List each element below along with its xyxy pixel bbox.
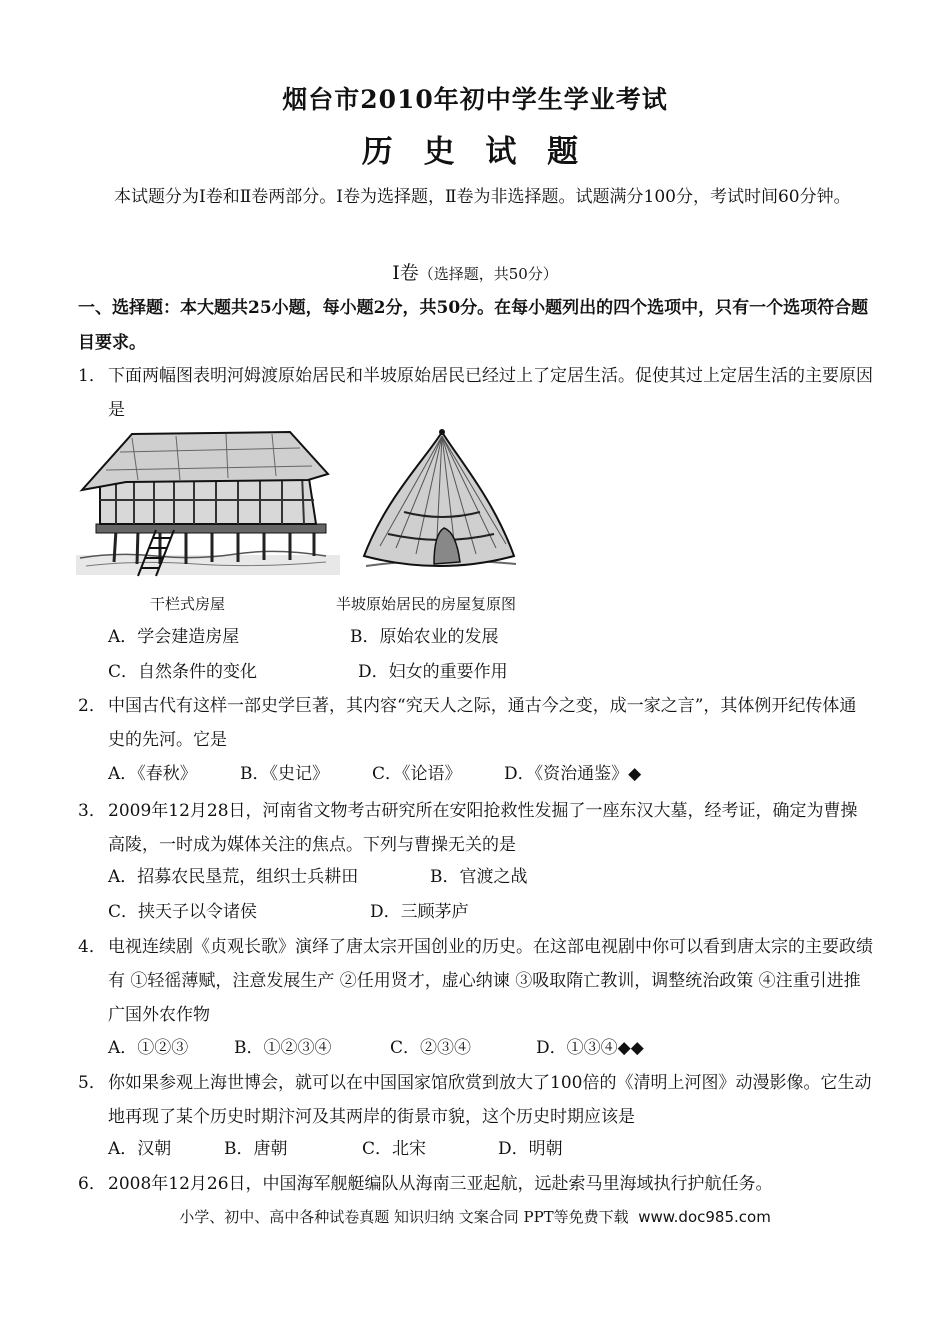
option-d[interactable]: D．①③④◆◆ bbox=[536, 1038, 644, 1058]
question-stem: 电视连续剧《贞观长歌》演绎了唐太宗开国创业的历史。在这部电视剧中你可以看到唐太宗的主要政绩有 ①轻徭薄赋，注意发展生产 ②任用贤才，虚心纳谏 ③吸取隋亡教训，调整统治政策 ④注重引进推广国外农作物 bbox=[108, 937, 873, 1025]
question-4 bbox=[78, 930, 873, 1032]
stilt-house-illustration bbox=[76, 430, 340, 580]
exam-title: 烟台市2010年初中学生学业考试 bbox=[282, 85, 668, 114]
option-d[interactable]: D．三顾茅庐 bbox=[370, 902, 469, 922]
exam-subject: 历 史 试 题 bbox=[361, 134, 589, 170]
option-c[interactable]: C．②③④ bbox=[390, 1038, 472, 1058]
option-d[interactable]: D．明朝 bbox=[498, 1139, 563, 1159]
volume-subtitle: （选择题，共50分） bbox=[418, 265, 558, 283]
figure-caption-banpo-hut: 半坡原始居民的房屋复原图 bbox=[336, 595, 517, 613]
option-c[interactable]: C．自然条件的变化 bbox=[108, 662, 258, 682]
option-a[interactable]: A．招募农民垦荒，组织士兵耕田 bbox=[108, 867, 359, 887]
question-number: 3． bbox=[78, 801, 106, 821]
option-b[interactable]: B．①②③④ bbox=[234, 1038, 332, 1058]
option-b[interactable]: B．原始农业的发展 bbox=[350, 627, 499, 647]
option-b[interactable]: B．官渡之战 bbox=[430, 867, 528, 887]
option-a[interactable]: A．学会建造房屋 bbox=[108, 627, 240, 647]
option-a[interactable]: A．①②③ bbox=[108, 1038, 189, 1058]
question-6 bbox=[78, 1167, 873, 1201]
question-4-options bbox=[108, 1031, 644, 1065]
question-5-options bbox=[108, 1132, 563, 1166]
option-b[interactable]: B．唐朝 bbox=[224, 1139, 288, 1159]
question-number: 6． bbox=[78, 1174, 106, 1194]
question-5 bbox=[78, 1066, 873, 1134]
option-c[interactable]: C．北宋 bbox=[362, 1139, 427, 1159]
question-stem: 中国古代有这样一部史学巨著，其内容“究天人之际，通古今之变，成一家之言”，其体例开纪传体通史的先河。它是 bbox=[108, 696, 857, 750]
question-stem: 你如果参观上海世博会，就可以在中国国家馆欣赏到放大了100倍的《清明上河图》动漫影像。它生动地再现了某个历史时期汴河及其两岸的街景市貌，这个历史时期应该是 bbox=[108, 1073, 872, 1127]
option-c[interactable]: C．挟天子以令诸侯 bbox=[108, 902, 258, 922]
option-d[interactable]: D．妇女的重要作用 bbox=[358, 662, 508, 682]
volume-label: Ⅰ卷 bbox=[392, 262, 419, 284]
footer-url[interactable]: www.doc985.com bbox=[638, 1208, 771, 1226]
question-1 bbox=[78, 359, 873, 427]
question-1-options-row-2 bbox=[108, 655, 508, 689]
question-number: 5． bbox=[78, 1073, 106, 1093]
question-3 bbox=[78, 794, 873, 862]
option-b[interactable]: B．《史记》 bbox=[240, 764, 329, 784]
question-3-options-row-2 bbox=[108, 895, 469, 929]
figure-caption-stilt-house: 干栏式房屋 bbox=[150, 595, 226, 613]
volume-heading bbox=[0, 258, 950, 285]
question-stem: 2009年12月28日，河南省文物考古研究所在安阳抢救性发掘了一座东汉大墓，经考证，确定为曹操高陵，一时成为媒体关注的焦点。下列与曹操无关的是 bbox=[108, 801, 858, 855]
question-stem: 下面两幅图表明河姆渡原始居民和半坡原始居民已经过上了定居生活。促使其过上定居生活的主要原因是 bbox=[108, 366, 873, 420]
page-footer bbox=[0, 1206, 950, 1227]
question-stem: 2008年12月26日，中国海军舰艇编队从海南三亚起航，远赴索马里海域执行护航任务。 bbox=[108, 1174, 773, 1194]
question-3-options-row-1 bbox=[108, 860, 528, 894]
footer-text: 小学、初中、高中各种试卷真题 知识归纳 文案合同 PPT等免费下载 bbox=[179, 1208, 629, 1226]
question-number: 1． bbox=[78, 366, 106, 386]
banpo-hut-illustration bbox=[356, 428, 522, 578]
option-a[interactable]: A．汉朝 bbox=[108, 1139, 172, 1159]
question-2 bbox=[78, 689, 873, 757]
option-d[interactable]: D．《资治通鉴》◆ bbox=[504, 764, 642, 784]
question-number: 4． bbox=[78, 937, 106, 957]
question-1-options-row-1 bbox=[108, 620, 499, 654]
question-2-options bbox=[108, 757, 641, 791]
question-number: 2． bbox=[78, 696, 106, 716]
exam-intro: 本试题分为Ⅰ卷和Ⅱ卷两部分。Ⅰ卷为选择题，Ⅱ卷为非选择题。试题满分100分，考试时间60分钟。 bbox=[114, 187, 851, 207]
option-a[interactable]: A．《春秋》 bbox=[108, 764, 197, 784]
section-heading: 一、选择题：本大题共25小题，每小题2分，共50分。在每小题列出的四个选项中，只有一个选项符合题目要求。 bbox=[78, 298, 869, 353]
option-c[interactable]: C．《论语》 bbox=[372, 764, 462, 784]
